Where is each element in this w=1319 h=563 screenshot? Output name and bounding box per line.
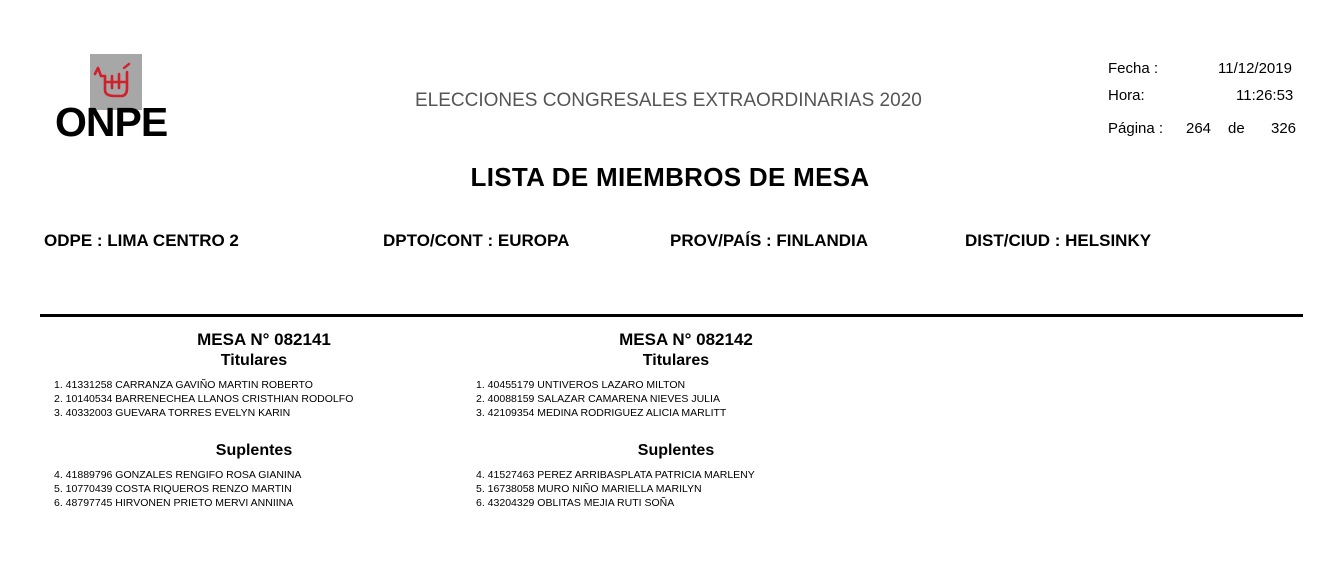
suplentes-heading: Suplentes — [637, 442, 715, 459]
pagina-total: 326 — [1271, 120, 1297, 137]
mesa-title: MESA N° 082141 — [197, 330, 331, 349]
list-item: 3. 40332003 GUEVARA TORRES EVELYN KARIN — [54, 407, 291, 419]
mesa-block — [34, 330, 454, 510]
pagina-current: 264 — [1186, 120, 1212, 137]
fecha-value: 11/12/2019 — [1218, 60, 1292, 77]
list-item: 2. 40088159 SALAZAR CAMARENA NIEVES JULIA — [476, 393, 720, 405]
pagina-label: Página : — [1108, 120, 1164, 137]
hora-value: 11:26:53 — [1236, 87, 1294, 104]
list-item: 6. 43204329 OBLITAS MEJIA RUTI SOÑA — [476, 497, 675, 509]
list-item: 5. 16738058 MURO NIÑO MARIELLA MARILYN — [476, 483, 702, 495]
mesa-block — [456, 330, 876, 510]
location-prov: PROV/PAÍS : FINLANDIA — [670, 231, 869, 250]
titulares-heading: Titulares — [220, 352, 288, 369]
list-item: 4. 41527463 PEREZ ARRIBASPLATA PATRICIA MARLENY — [476, 469, 755, 481]
voting-hand-icon — [91, 60, 135, 100]
divider — [40, 314, 1303, 317]
suplentes-list — [476, 468, 876, 510]
titulares-list — [54, 378, 454, 420]
pagina-de: de — [1228, 120, 1245, 137]
election-name: ELECCIONES CONGRESALES EXTRAORDINARIAS 2020 — [415, 90, 922, 111]
list-item: 4. 41889796 GONZALES RENGIFO ROSA GIANINA — [54, 469, 302, 481]
mesa-title: MESA N° 082142 — [619, 330, 753, 349]
list-item: 2. 10140534 BARRENECHEA LLANOS CRISTHIAN RODOLFO — [54, 393, 354, 405]
list-item: 6. 48797745 HIRVONEN PRIETO MERVI ANNIINA — [54, 497, 294, 509]
location-odpe: ODPE : LIMA CENTRO 2 — [44, 231, 239, 250]
logo-text: ONPE — [55, 99, 168, 145]
location-dpto: DPTO/CONT : EUROPA — [383, 231, 570, 250]
fecha-label: Fecha : — [1108, 60, 1159, 77]
list-item: 5. 10770439 COSTA RIQUEROS RENZO MARTIN — [54, 483, 292, 495]
list-item: 1. 41331258 CARRANZA GAVIÑO MARTIN ROBERTO — [54, 379, 313, 391]
titulares-list — [476, 378, 876, 420]
page-title: LISTA DE MIEMBROS DE MESA — [470, 162, 870, 192]
onpe-logo — [55, 54, 185, 146]
list-item: 3. 42109354 MEDINA RODRIGUEZ ALICIA MARLITT — [476, 407, 727, 419]
location-dist: DIST/CIUD : HELSINKY — [965, 231, 1152, 250]
list-item: 1. 40455179 UNTIVEROS LAZARO MILTON — [476, 379, 686, 391]
suplentes-heading: Suplentes — [215, 442, 293, 459]
hora-label: Hora: — [1108, 87, 1145, 104]
suplentes-list — [54, 468, 454, 510]
titulares-heading: Titulares — [642, 352, 710, 369]
